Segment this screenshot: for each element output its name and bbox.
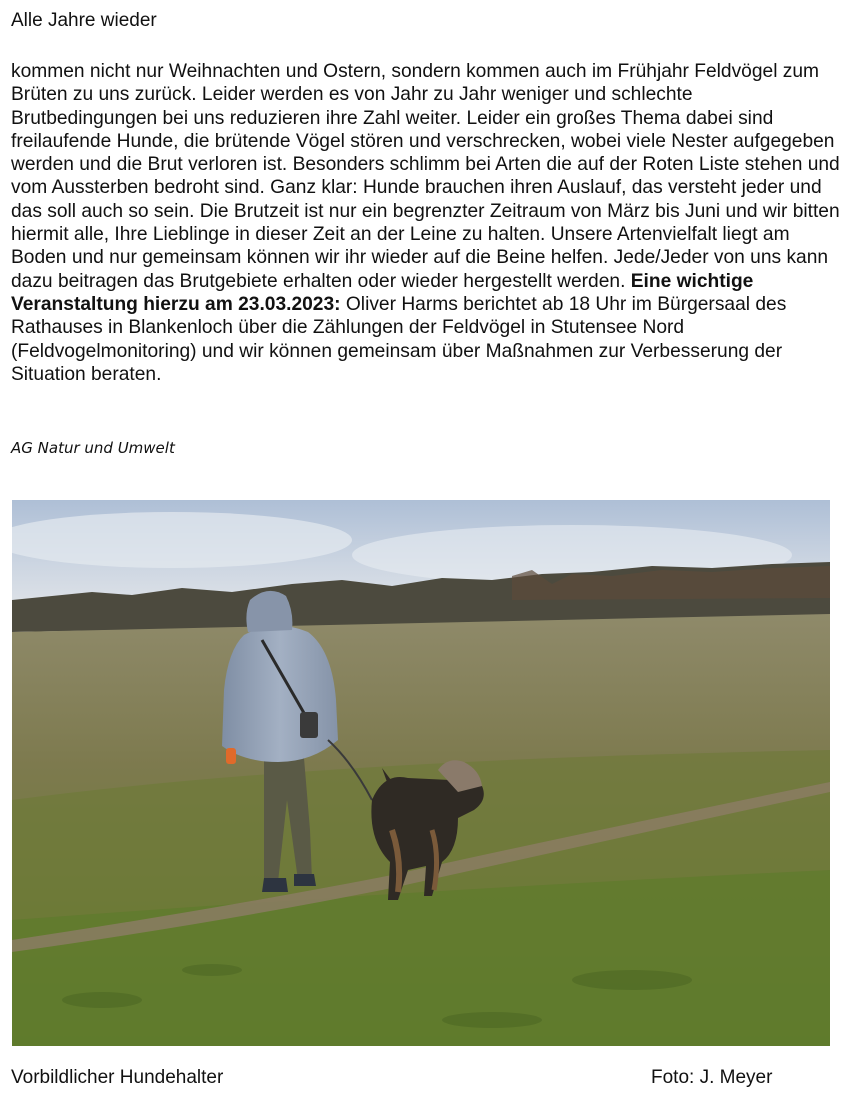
- photo-illustration: [12, 500, 830, 1046]
- article-author: AG Natur und Umwelt: [11, 439, 175, 457]
- event-highlight: Eine wichtige Veranstaltung hierzu am 23.03.2023:: [11, 270, 754, 315]
- body-text-intro: kommen nicht nur Weihnachten und Ostern, sondern kommen auch im Frühjahr Feldvögel zum Brüten zu uns zurück. Leider werden es von Jahr zu Jahr weniger und schlechte Brutbedingungen bei uns reduzieren ihre Zahl weiter. Leider ein großes Thema dabei sind freilaufende Hunde, die brütende Vögel stören und verschrecken, wobei viele Nester aufgegeben werden und die Brut verloren ist. Besonders schlimm bei Arten die auf der Roten Liste stehen und vom Aussterben bedroht sind. Ganz klar: Hunde brauchen ihren Auslauf, das versteht jeder und das soll auch so sein. Die Brutzeit ist nur ein begrenzter Zeitraum von März bis Juni und wir bitten hiermit alle, Ihre Lieblinge in dieser Zeit an der Leine zu halten. Unsere Artenvielfalt liegt am Boden und nur gemeinsam können wir ihr wieder auf die Beine helfen. Jede/Jeder von uns kann dazu beitragen das Brutgebiete erhalten oder wieder hergestellt werden.: [11, 61, 840, 292]
- photo-credit: Foto: J. Meyer: [651, 1067, 773, 1088]
- photo-caption: Vorbildlicher Hundehalter: [11, 1067, 224, 1088]
- article-title: Alle Jahre wieder: [11, 10, 157, 31]
- article-body: [11, 60, 841, 386]
- body-text-event: Oliver Harms berichtet ab 18 Uhr im Bürgersaal des Rathauses in Blankenloch über die Zählungen der Feldvögel in Stutensee Nord (Feldvogelmonitoring) und wir können gemeinsam über Maßnahmen zur Verbesserung der Situation beraten.: [11, 293, 787, 385]
- article-photo: [12, 500, 830, 1046]
